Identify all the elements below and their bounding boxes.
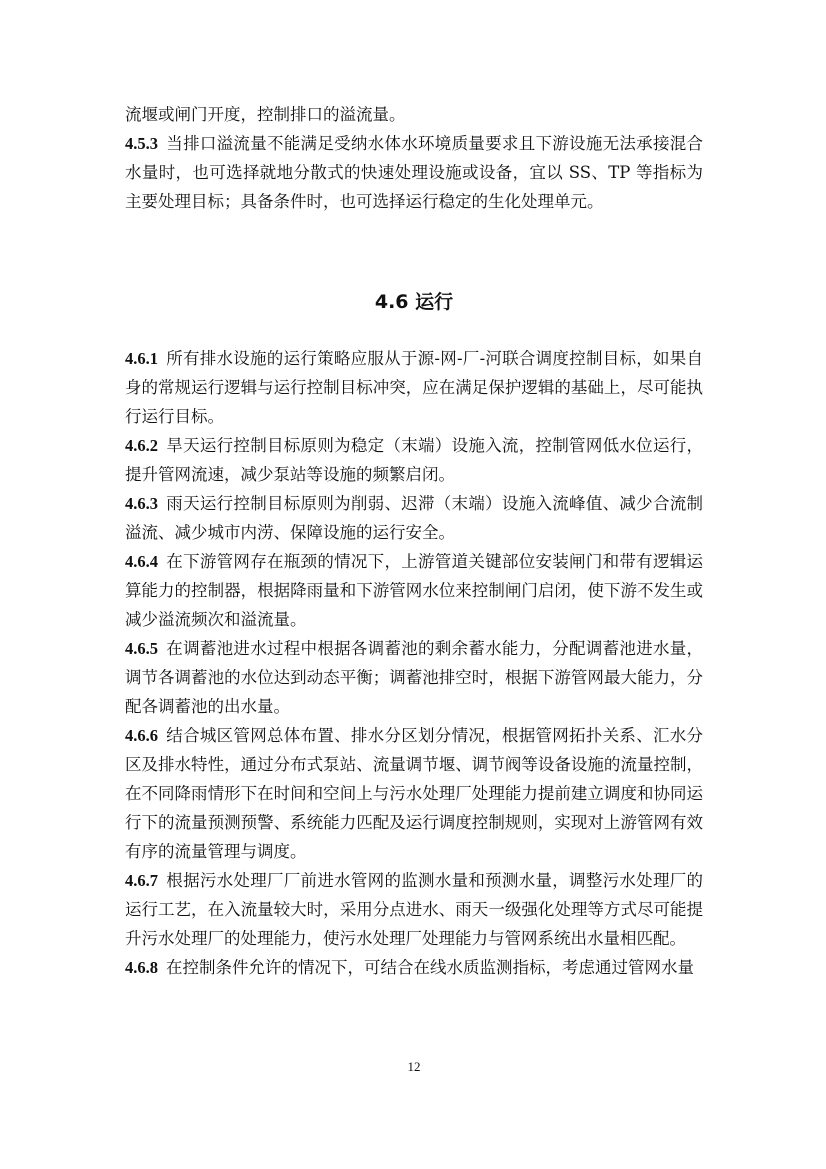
- clause-number: 4.6.3: [125, 494, 158, 513]
- clause-text: 当排口溢流量不能满足受纳水体水环境质量要求且下游设施无法承接混合水量时，也可选择就地分散式的快速处理设施或设备，宜以 SS、TP 等指标为主要处理目标；具备条件时，也可选择运行稳定的生化处理单元。: [125, 134, 703, 211]
- clause-number: 4.6.8: [125, 958, 158, 977]
- clause-text: 在下游管网存在瓶颈的情况下，上游管道关键部位安装闸门和带有逻辑运算能力的控制器，根据降雨量和下游管网水位来控制闸门启闭，使下游不发生或减少溢流频次和溢流量。: [125, 552, 703, 629]
- clause-text: 在调蓄池进水过程中根据各调蓄池的剩余蓄水能力，分配调蓄池进水量，调节各调蓄池的水位达到动态平衡；调蓄池排空时，根据下游管网最大能力，分配各调蓄池的出水量。: [125, 639, 703, 716]
- clause-4-6-5: [125, 634, 703, 721]
- clause-number: 4.6.5: [125, 639, 158, 658]
- clause-text: 在控制条件允许的情况下，可结合在线水质监测指标，考虑通过管网水量: [166, 958, 694, 977]
- clause-4-6-1: [125, 344, 703, 431]
- top-text-block: [125, 100, 703, 216]
- clause-text: 结合城区管网总体布置、排水分区划分情况，根据管网拓扑关系、汇水分区及排水特性，通过分布式泵站、流量调节堰、调节阀等设备设施的流量控制，在不同降雨情形下在时间和空间上与污水处理厂处理能力提前建立调度和协同运行下的流量预测预警、系统能力匹配及运行调度控制规则，实现对上游管网有效有序的流量管理与调度。: [125, 726, 703, 861]
- continuation-paragraph: 流堰或闸门开度，控制排口的溢流量。: [125, 105, 406, 124]
- clause-number: 4.5.3: [125, 134, 158, 153]
- clause-4-6-2: [125, 431, 703, 489]
- clause-4-6-6: [125, 721, 703, 866]
- clause-number: 4.6.2: [125, 436, 158, 455]
- clause-4-6-7: [125, 866, 703, 953]
- clause-number: 4.6.7: [125, 871, 158, 890]
- section-heading: 4.6 运行: [374, 291, 454, 313]
- clause-number: 4.6.1: [125, 349, 158, 368]
- clause-4-6-3: [125, 489, 703, 547]
- clause-number: 4.6.6: [125, 726, 158, 745]
- clause-text: 雨天运行控制目标原则为削弱、迟滞（末端）设施入流峰值、减少合流制溢流、减少城市内涝、保障设施的运行安全。: [125, 494, 703, 542]
- clause-4-5-3: [125, 129, 703, 216]
- page-number: 12: [407, 1059, 421, 1074]
- clause-4-6-8: [125, 953, 703, 982]
- section-body: [125, 344, 703, 982]
- clause-text: 所有排水设施的运行策略应服从于源-网-厂-河联合调度控制目标，如果自身的常规运行逻辑与运行控制目标冲突，应在满足保护逻辑的基础上，尽可能执行运行目标。: [125, 349, 703, 426]
- clause-text: 根据污水处理厂厂前进水管网的监测水量和预测水量，调整污水处理厂的运行工艺，在入流量较大时，采用分点进水、雨天一级强化处理等方式尽可能提升污水处理厂的处理能力，使污水处理厂处理能力与管网系统出水量相匹配。: [125, 871, 703, 948]
- clause-text: 旱天运行控制目标原则为稳定（末端）设施入流，控制管网低水位运行，提升管网流速，减少泵站等设施的频繁启闭。: [125, 436, 703, 484]
- clause-number: 4.6.4: [125, 552, 158, 571]
- clause-4-6-4: [125, 547, 703, 634]
